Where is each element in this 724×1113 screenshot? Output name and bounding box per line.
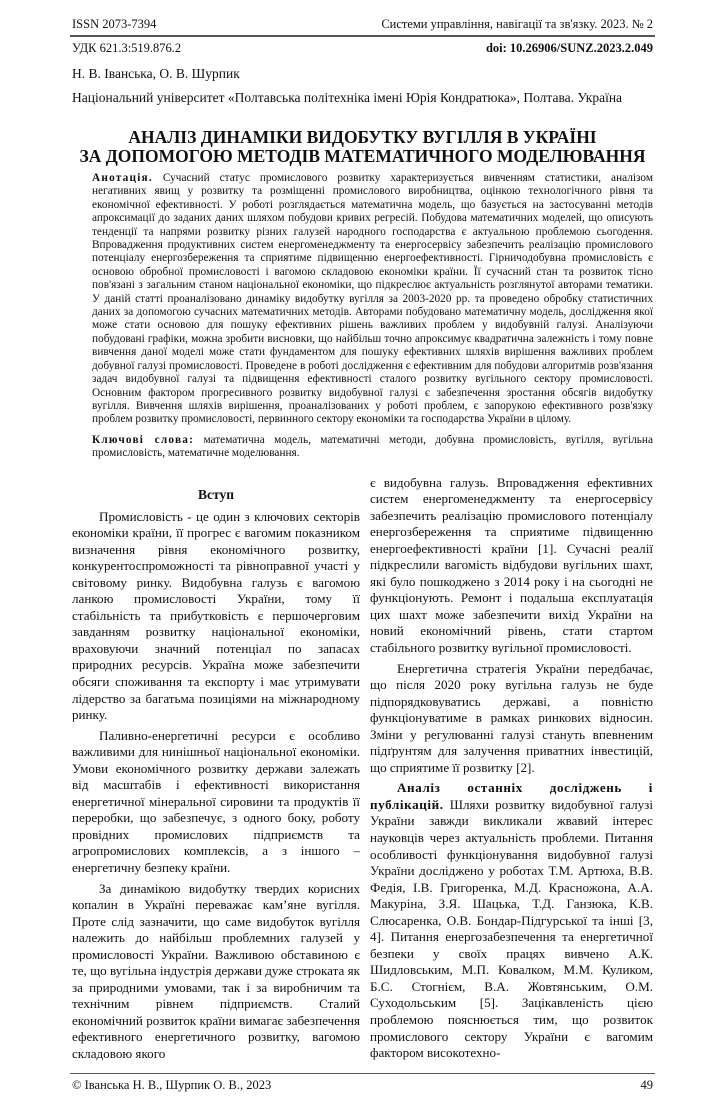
paragraph: Паливно-енергетичні ресурси є особливо важливими для нинішньої національної економіки. Умови економічного розвитку держави залежать від масштабів і ефективності використання енергетичної мінеральної сировини та продуктів її переробки, що забезпечує, з одного боку, роботу провідних промислових підприємств та агропромислових комплексів, а з іншого – енергетичну безпеку країни. [72, 727, 360, 876]
review-text: Шляхи розвитку видобувної галузі України завжди викликали жвавий інтерес науковців через актуальність проблеми. Питання особливості функціонування видобувної галузі України досліджено у роботах Т.М. Артюха, В.В. Федія, І.В. Григоренка, М.Д. Красножона, А.А. Макуріна, З.Я. Шацька, Т.Д. Ганзюка, К.В. Слюсаренка, О.В. Бондар-Підгурської та інші [3, 4]. Питання енергозабезпечення та енергетичної безпеки у своїх працях вивчено А.К. Шидловським, М.П. Ковалком, М.М. Куликом, Б.С. Стогнієм, В.А. Жовтянським, О.М. Суходольським [5]. Зацікавленість цією проблемою пояснюється тим, що розвиток промислового сектору України є вагомим фактором високотехно- [370, 796, 653, 1061]
footer-divider [70, 1073, 655, 1074]
right-column [370, 475, 653, 1062]
issn: ISSN 2073-7394 [72, 17, 157, 31]
paragraph-review [370, 780, 653, 1061]
paragraph: За динамікою видобутку твердих корисних копалин в Україні переважає кам’яне вугілля. Проте слід зазначити, що саме видобуток вугілля належить до найбільш проблемних галузей у промисловості України. Важливою обставиною є те, що вугільна індустрія держави дуже строката як за природними умовами, так і за виробничим та технічним рівнем підприємств. Сталий економічний розвиток країни вимагає забезпечення ефективного енергетичного розвитку, вагомою складовою якого [72, 880, 361, 1062]
page-number: 49 [640, 1077, 653, 1092]
keywords [92, 434, 653, 461]
abstract-label: Анотація. [92, 172, 153, 184]
paragraph: Енергетична стратегія України передбачає, що після 2020 року вугільна галузь не буде підпорядковуватись державі, а повністю функціонуватиме в рамках ринкових відносин. Зміни у регулюванні галузі стануть впевненим підґрунтям для залучення приватних інвестицій, що сприятиме її розвитку [2]. [370, 660, 653, 775]
paragraph-continuation: є видобувна галузь. Впровадження ефективних систем енергоменеджменту та енергосервісу забезпечить реалізацію промислового потенціалу енергозбереження та сприятиме підвищенню енергоефективності країни [1]. Сучасні реалії підкреслили вагомість відбудови вугільних шахт, які було пошкоджено з 2014 року і на сьогодні не функціонують. Ремонт і подальша експлуатація цих шахт може забезпечити вихід України на новий економічний рівень, стати стартом стабільного розвитку вугільної промисловості. [370, 474, 653, 655]
left-column [72, 475, 360, 1063]
section-heading-intro: Вступ [198, 486, 234, 502]
title-line-1: АНАЛІЗ ДИНАМІКИ ВИДОБУТКУ ВУГІЛЛЯ В УКРАЇНІ [128, 127, 597, 147]
paragraph: Промисловість - це один з ключових секторів економіки країни, її прогрес є вагомим показником визначення рівня економічного розвитку, конкурентоспроможності та рівноправної участі у світовому ринку. Видобувна галузь є вагомою ланкою промисловості України, тому її стабільність та прибутковість є першочерговим завданням розвитку національної економіки, враховуючи значний потенціал по запасах природних ресурсів. Україна може забезпечити обсяги споживання та експорту і має утримувати лідерство за багатьма позиціями на міжнародному ринку. [72, 508, 360, 723]
udc-code: УДК 621.3:519.876.2 [72, 41, 182, 55]
title-line-2: ЗА ДОПОМОГОЮ МЕТОДІВ МАТЕМАТИЧНОГО МОДЕЛЮВАННЯ [79, 146, 646, 166]
abstract [92, 172, 653, 427]
authors: Н. В. Іванська, О. В. Шурпик [72, 66, 240, 81]
running-header [72, 16, 653, 32]
abstract-text: Сучасний статус промислового розвитку характеризується вивченням статистики, аналізом негативних явищ у розвитку та розміщенні промислового виробництва, оцінкою технологічного рівня та економічної ефективності. У роботі розглядається математична модель, що базується на застосуванні методів апроксимації до заданих даних шляхом побудови кривих регресій. Побудова математичних моделей, що описують тенденції та напрями розвитку різних галузей народного господарства є актуальною проблемою сьогодення. Впровадження продуктивних систем енергоменеджменту та енергосервісу забезпечить реалізацію промислового потенціалу енергозбереження та сприятиме підвищенню енергоефективності. Гірничодобувна промисловість є основою обробної промисловості і вагомою складовою економіки країни. Її сучасний стан та розвиток тісно пов'язані з загальним станом національної економіки, що підкреслює актуальність розглянутої авторами тематики. У даній статті проаналізовано динаміку видобутку вугілля за 2003-2020 рр. та проведено обробку статистичних даних за допомогою сучасних математичних методів. Авторами побудовано математичну модель, дослідження якої може стати основою для пошуку ефективних рішень важливих проблем у видобувній галузі. Аналізуючи побудовані графіки, можна зробити висновки, що найбільш точно апроксимує квадратична залежність і тому повне вивчення даної моделі може стати фундаментом для пошуку ефективних шляхів вирішення важливих проблем добувної галузі промисловості. Проведене в роботі дослідження є ефективним для побудови алгоритмів розв'язання задач видобувної галузі та підвищення ефективності сталого розвитку вугільного сектору промисловості. Основним фактором прогресивного розвитку видобувної галузі є забезпечення зростання обсягів видобутку вугілля. Вивчення шляхів вирішення, проаналізованих у роботі проблем, є запорукою ефективного розв'язку проблем розвитку промисловості, первинного сектору економіки та господарства України в цілому. [92, 172, 653, 426]
article-meta [72, 40, 653, 56]
keywords-text: математична модель, математичні методи, добувна промисловість, вугілля, вугільна промисловість, математичне моделювання. [92, 433, 653, 460]
page-footer [72, 1077, 653, 1093]
affiliation: Національний університет «Полтавська політехніка імені Юрія Кондратюка», Полтава. Україна [72, 90, 623, 105]
section-heading-review: Аналіз останніх досліджень і публікацій. [370, 780, 653, 812]
doi[interactable]: doi: 10.26906/SUNZ.2023.2.049 [485, 41, 653, 55]
keywords-label: Ключові слова: [92, 433, 195, 446]
header-divider [70, 35, 655, 37]
journal-name: Системи управління, навігації та зв'язку. 2023. № 2 [381, 17, 653, 31]
article-title [60, 128, 665, 166]
copyright: © Іванська Н. В., Шурпик О. В., 2023 [72, 1077, 272, 1092]
body-columns [72, 475, 653, 1063]
